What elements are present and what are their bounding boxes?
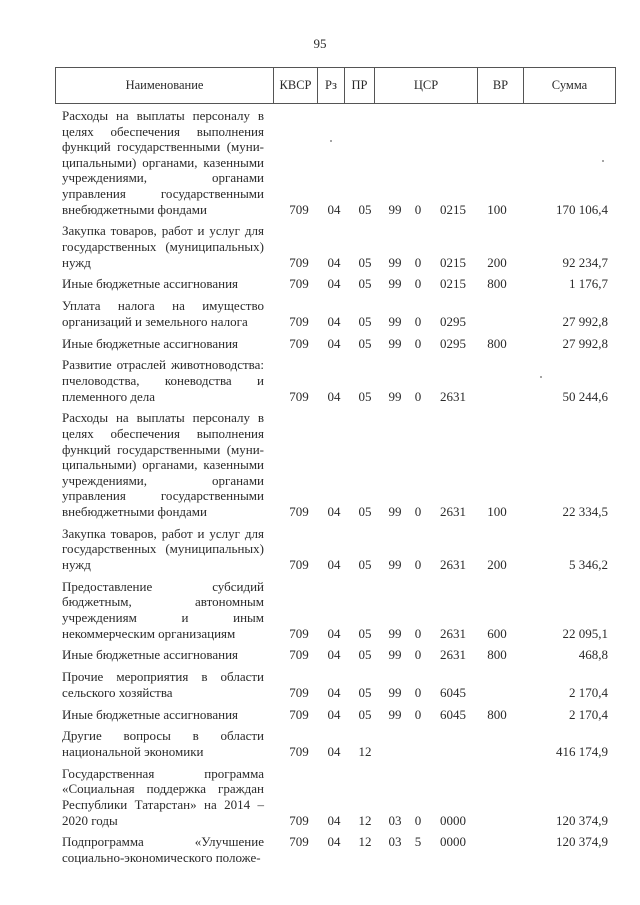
- cell-kvsr: 709: [289, 684, 309, 700]
- cell-csr3: 0000: [440, 834, 466, 850]
- cell-vr: 800: [487, 276, 507, 292]
- cell-rz: 04: [327, 335, 341, 351]
- cell-sum: 120 374,9: [556, 834, 608, 850]
- cell-csr2: 0: [414, 503, 422, 519]
- cell-csr3: 2631: [440, 647, 466, 663]
- cell-vr: 200: [487, 254, 507, 270]
- row-name-line: внебюджетными фондами: [62, 201, 207, 217]
- cell-csr3: 0295: [440, 335, 466, 351]
- cell-pr: 05: [358, 313, 372, 329]
- row-name: [62, 223, 264, 270]
- cell-sum: 170 106,4: [556, 201, 608, 217]
- row-name-line: учреждениями, органами: [62, 472, 264, 488]
- cell-csr3: 2631: [440, 625, 466, 641]
- cell-csr1: 99: [388, 276, 402, 292]
- row-name-line: Иные бюджетные ассигнования: [62, 335, 239, 351]
- cell-kvsr: 709: [289, 254, 309, 270]
- row-name-line: нужд: [62, 254, 91, 270]
- row-name: [62, 276, 264, 292]
- row-name-line: ципальными) органами, казенными: [62, 457, 264, 473]
- cell-kvsr: 709: [289, 556, 309, 572]
- header-pr: ПР: [345, 68, 375, 103]
- cell-csr3: 0215: [440, 254, 466, 270]
- cell-vr: 200: [487, 556, 507, 572]
- cell-csr1: 03: [388, 834, 402, 850]
- cell-pr: 05: [358, 684, 372, 700]
- cell-kvsr: 709: [289, 503, 309, 519]
- cell-sum: 22 095,1: [562, 625, 608, 641]
- cell-pr: 05: [358, 335, 372, 351]
- cell-pr: 05: [358, 254, 372, 270]
- row-name-line: учреждениям и иным: [62, 609, 264, 625]
- row-name: [62, 647, 264, 663]
- cell-rz: 04: [327, 647, 341, 663]
- cell-sum: 2 170,4: [569, 684, 608, 700]
- row-name-line: социально-экономического положе-: [62, 849, 261, 865]
- row-name-line: 2020 годы: [62, 812, 118, 828]
- cell-csr2: 0: [414, 201, 422, 217]
- cell-kvsr: 709: [289, 276, 309, 292]
- cell-rz: 04: [327, 706, 341, 722]
- cell-rz: 04: [327, 254, 341, 270]
- cell-csr1: 99: [388, 254, 402, 270]
- cell-rz: 04: [327, 276, 341, 292]
- cell-csr1: 99: [388, 625, 402, 641]
- cell-pr: 05: [358, 388, 372, 404]
- row-name-line: Закупка товаров, работ и услуг для: [62, 525, 264, 541]
- row-name-line: Расходы на выплаты персоналу в: [62, 108, 264, 123]
- cell-sum: 1 176,7: [569, 276, 608, 292]
- cell-pr: 05: [358, 556, 372, 572]
- cell-sum: 120 374,9: [556, 812, 608, 828]
- cell-rz: 04: [327, 313, 341, 329]
- row-name-line: внебюджетными фондами: [62, 503, 207, 519]
- cell-csr1: 99: [388, 684, 402, 700]
- cell-kvsr: 709: [289, 313, 309, 329]
- scan-speck: [540, 376, 542, 378]
- cell-csr3: 6045: [440, 706, 466, 722]
- row-name: [62, 108, 264, 217]
- row-name-line: Развитие отраслей животноводства:: [62, 357, 264, 373]
- cell-csr3: 2631: [440, 503, 466, 519]
- row-name-line: организаций и земельного налога: [62, 313, 248, 329]
- cell-csr2: 0: [414, 276, 422, 292]
- scan-speck: [602, 160, 604, 162]
- cell-rz: 04: [327, 625, 341, 641]
- cell-vr: 100: [487, 201, 507, 217]
- row-name-line: учреждениями, органами: [62, 170, 264, 186]
- cell-csr1: 99: [388, 647, 402, 663]
- row-name-line: государственных (муниципальных): [62, 238, 264, 254]
- cell-pr: 05: [358, 706, 372, 722]
- scan-speck: [330, 140, 332, 142]
- cell-csr3: 6045: [440, 684, 466, 700]
- cell-csr3: 2631: [440, 388, 466, 404]
- cell-rz: 04: [327, 556, 341, 572]
- row-name-line: Расходы на выплаты персоналу в: [62, 410, 264, 426]
- row-name-line: Предоставление субсидий: [62, 578, 264, 594]
- cell-csr2: 0: [414, 706, 422, 722]
- cell-kvsr: 709: [289, 743, 309, 759]
- cell-rz: 04: [327, 812, 341, 828]
- cell-vr: 800: [487, 706, 507, 722]
- row-name-line: Иные бюджетные ассигнования: [62, 276, 239, 292]
- cell-pr: 05: [358, 201, 372, 217]
- cell-pr: 05: [358, 276, 372, 292]
- cell-csr2: 0: [414, 812, 422, 828]
- cell-csr3: 0215: [440, 276, 466, 292]
- cell-csr3: 0000: [440, 812, 466, 828]
- row-name-line: Уплата налога на имущество: [62, 298, 264, 314]
- row-name: [62, 298, 264, 329]
- cell-sum: 27 992,8: [562, 335, 608, 351]
- cell-rz: 04: [327, 201, 341, 217]
- cell-rz: 04: [327, 684, 341, 700]
- row-name: [62, 834, 264, 865]
- cell-sum: 2 170,4: [569, 706, 608, 722]
- table-header: [55, 67, 616, 104]
- row-name-line: ципальными) органами, казенными: [62, 154, 264, 170]
- row-name: [62, 526, 264, 573]
- cell-csr2: 5: [414, 834, 422, 850]
- cell-sum: 416 174,9: [556, 743, 608, 759]
- cell-kvsr: 709: [289, 335, 309, 351]
- cell-pr: 05: [358, 625, 372, 641]
- row-name-line: Иные бюджетные ассигнования: [62, 706, 239, 722]
- cell-csr2: 0: [414, 625, 422, 641]
- row-name-line: функций государственными (муни-: [62, 139, 264, 155]
- row-name-line: бюджетным, автономным: [62, 594, 264, 610]
- cell-csr1: 99: [388, 503, 402, 519]
- row-name: [62, 410, 264, 519]
- row-name-line: Закупка товаров, работ и услуг для: [62, 223, 264, 239]
- cell-csr1: 99: [388, 313, 402, 329]
- row-name-line: некоммерческим организациям: [62, 625, 236, 641]
- row-name-line: Другие вопросы в области: [62, 728, 264, 744]
- header-vr: ВР: [478, 68, 524, 103]
- cell-kvsr: 709: [289, 834, 309, 850]
- cell-vr: 100: [487, 503, 507, 519]
- row-name-line: Иные бюджетные ассигнования: [62, 647, 239, 663]
- cell-kvsr: 709: [289, 201, 309, 217]
- cell-csr3: 2631: [440, 556, 466, 572]
- cell-kvsr: 709: [289, 812, 309, 828]
- row-name-line: пчеловодства, коневодства и: [62, 372, 264, 388]
- cell-pr: 12: [358, 834, 372, 850]
- cell-sum: 5 346,2: [569, 556, 608, 572]
- cell-csr3: 0295: [440, 313, 466, 329]
- row-name-line: нужд: [62, 556, 91, 572]
- row-name-line: племенного дела: [62, 388, 156, 404]
- cell-rz: 04: [327, 834, 341, 850]
- cell-csr1: 99: [388, 201, 402, 217]
- row-name-line: Государственная программа: [62, 765, 264, 781]
- cell-rz: 04: [327, 743, 341, 759]
- cell-pr: 05: [358, 647, 372, 663]
- row-name-line: национальной экономики: [62, 743, 204, 759]
- row-name-line: сельского хозяйства: [62, 684, 173, 700]
- cell-csr2: 0: [414, 335, 422, 351]
- header-rz: Рз: [318, 68, 345, 103]
- row-name-line: Республики Татарстан» на 2014 –: [62, 796, 264, 812]
- row-name: [62, 707, 264, 723]
- cell-kvsr: 709: [289, 647, 309, 663]
- cell-sum: 27 992,8: [562, 313, 608, 329]
- cell-kvsr: 709: [289, 388, 309, 404]
- header-sum: Сумма: [551, 78, 588, 92]
- row-name-line: управления государственными: [62, 488, 264, 504]
- header-name: Наименование: [56, 68, 274, 103]
- cell-kvsr: 709: [289, 706, 309, 722]
- cell-csr2: 0: [414, 556, 422, 572]
- cell-vr: 600: [487, 625, 507, 641]
- row-name: [62, 728, 264, 759]
- row-name: [62, 336, 264, 352]
- cell-csr1: 99: [388, 556, 402, 572]
- cell-kvsr: 709: [289, 625, 309, 641]
- row-name: [62, 766, 264, 828]
- row-name-line: управления государственными: [62, 185, 264, 201]
- cell-csr2: 0: [414, 388, 422, 404]
- cell-csr3: 0215: [440, 201, 466, 217]
- cell-rz: 04: [327, 388, 341, 404]
- row-name-line: «Социальная поддержка граждан: [62, 781, 264, 797]
- cell-vr: 800: [487, 335, 507, 351]
- row-name-line: Подпрограмма «Улучшение: [62, 834, 264, 850]
- cell-pr: 05: [358, 503, 372, 519]
- cell-csr2: 0: [414, 684, 422, 700]
- cell-csr1: 99: [388, 388, 402, 404]
- cell-csr1: 99: [388, 706, 402, 722]
- cell-csr2: 0: [414, 647, 422, 663]
- row-name: [62, 357, 264, 404]
- cell-csr1: 99: [388, 335, 402, 351]
- cell-csr1: 03: [388, 812, 402, 828]
- row-name-line: государственных (муниципальных): [62, 541, 264, 557]
- cell-sum: 468,8: [578, 647, 608, 663]
- cell-rz: 04: [327, 503, 341, 519]
- cell-sum: 92 234,7: [562, 254, 608, 270]
- cell-csr2: 0: [414, 254, 422, 270]
- header-csr: ЦСР: [375, 68, 478, 103]
- row-name-line: функций государственными (муни-: [62, 441, 264, 457]
- cell-csr2: 0: [414, 313, 422, 329]
- cell-vr: 800: [487, 647, 507, 663]
- cell-pr: 12: [358, 812, 372, 828]
- row-name: [62, 669, 264, 700]
- cell-pr: 12: [358, 743, 372, 759]
- page-number: 95: [313, 36, 327, 51]
- row-name: [62, 579, 264, 641]
- row-name-line: Прочие мероприятия в области: [62, 669, 264, 685]
- cell-sum: 50 244,6: [562, 388, 608, 404]
- cell-sum: 22 334,5: [562, 503, 608, 519]
- row-name-line: целях обеспечения выполнения: [62, 123, 264, 139]
- header-kvsr: КВСР: [274, 68, 318, 103]
- row-name-line: целях обеспечения выполнения: [62, 425, 264, 441]
